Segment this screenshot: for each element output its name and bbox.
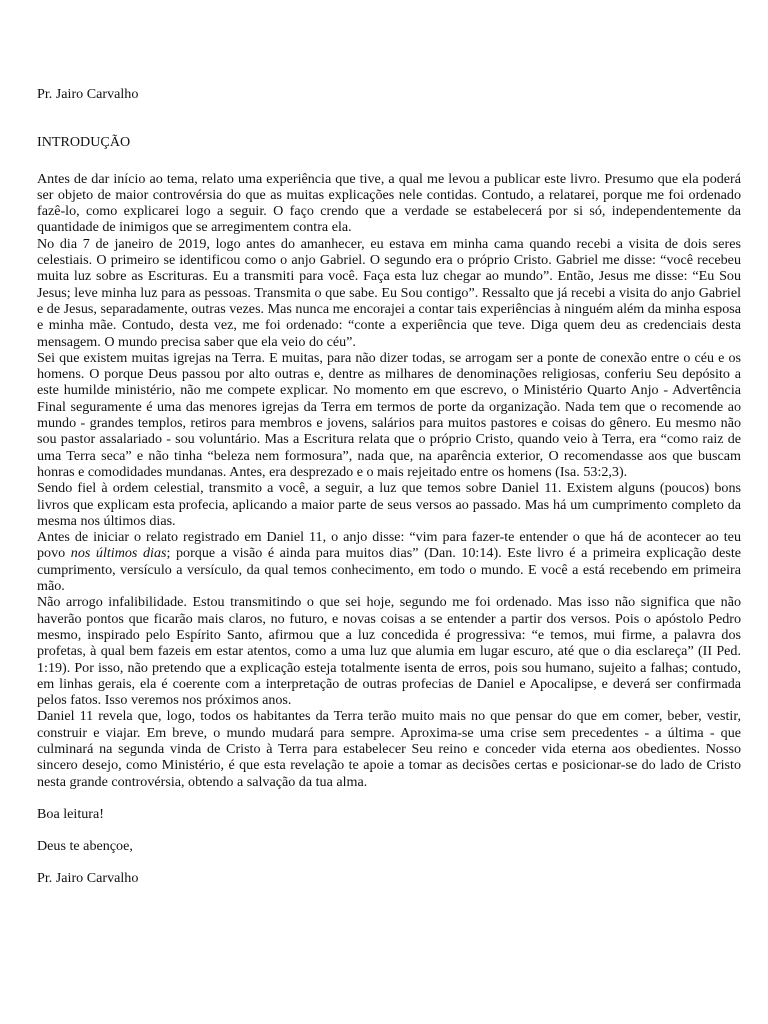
paragraph: Antes de dar início ao tema, relato uma experiência que tive, a qual me levou a publicar este livro. Presumo que ela poderá ser objeto de maior controvérsia do que as muitas explicações nele contidas. Contudo, a relatarei, porque me foi ordenado fazê-lo, como explicarei logo a seguir. O faço crendo que a verdade se estabelecerá por si só, independentemente da quantidade de inimigos que se arregimentem contra ela.	[37, 170, 741, 236]
paragraph: Sei que existem muitas igrejas na Terra. E muitas, para não dizer todas, se arrogam ser a ponte de conexão entre o céu e os homens. O porque Deus passou por alto outras e, dentre as milhares de denominações religiosas, conferiu Seu depósito a este humilde ministério, não me compete explicar. No momento em que escrevo, o Ministério Quarto Anjo - Advertência Final seguramente é uma das menores igrejas da Terra em termos de porte da organização. Nada tem que o recomende ao mundo - grandes templos, retiros para membros e jovens, salários para muitos pastores e coisas do gênero. Eu mesmo não sou pastor assalariado - sou voluntário. Mas a Escritura relata que o próprio Cristo, quando veio à Terra, era “como raiz de uma Terra seca” e não tinha “beleza nem formosura”, nada que, na aparência exterior, O recomendasse aos que buscam honras e comodidades mundanas. Antes, era desprezado e o mais rejeitado entre os homens (Isa. 53:2,3).	[37, 349, 741, 480]
author-name-top: Pr. Jairo Carvalho	[37, 86, 139, 102]
paragraph: Daniel 11 revela que, logo, todos os habitantes da Terra terão muito mais no que pensar do que em comer, beber, vestir, construir e viajar. Em breve, o mundo mudará para sempre. Aproxima-se uma crise sem precedentes - a última - que culminará na segunda vinda de Cristo à Terra para estabelecer Seu reino e conceder vida eterna aos obedientes. Nosso sincero desejo, como Ministério, é que esta revelação te apoie a tomar as decisões certas e posicionar-se do lado de Cristo nesta grande controvérsia, obtendo a salvação da tua alma.	[37, 708, 741, 790]
paragraph-text: ; porque a visão é ainda para muitos dias” (Dan. 10:14). Este livro é a primeira explicação deste cumprimento, versículo a versículo, da qual temos conhecimento, em todo o mundo. E você a está recebendo em primeira mão.	[37, 545, 742, 595]
paragraph: Não arrogo infalibilidade. Estou transmitindo o que sei hoje, segundo me foi ordenado. Mas isso não significa que não haverão pontos que ficarão mais claros, no futuro, e novas coisas a se entender a partir dos versos. Pois o apóstolo Pedro mesmo, inspirado pelo Espírito Santo, afirmou que a luz concedida é progressiva: “e temos, mui firme, a palavra dos profetas, à qual bem fazeis em estar atentos, como a uma luz que alumia em lugar escuro, até que o dia esclareça” (II Ped. 1:19). Por isso, não pretendo que a explicação esteja totalmente isenta de erros, pois sou humano, sujeito a falhas; contudo, em linhas gerais, ela é coerente com a interpretação de outras profecias de Daniel e Apocalipse, e deverá ser confirmada pelos fatos. Isso veremos nos próximos anos.	[37, 594, 741, 709]
section-heading: INTRODUÇÃO	[37, 134, 131, 151]
paragraph-with-emphasis	[37, 529, 741, 594]
closing-greeting: Boa leitura!	[37, 805, 104, 822]
paragraph: Sendo fiel à ordem celestial, transmito a você, a seguir, a luz que temos sobre Daniel 11. Existem alguns (poucos) bons livros que explicam esta profecia, aplicando a maior parte de seus versos ao passado. Mas há um cumprimento completo da mesma nos últimos dias.	[37, 480, 741, 529]
paragraph: No dia 7 de janeiro de 2019, logo antes do amanhecer, eu estava em minha cama quando recebi a visita de dois seres celestiais. O primeiro se identificou como o anjo Gabriel. O segundo era o próprio Cristo. Gabriel me disse: “você recebeu muita luz sobre as Escrituras. Eu a transmiti para você. Faça esta luz chegar ao mundo”. Então, Jesus me disse: “Eu Sou Jesus; leve minha luz para as pessoas. Transmita o que sabe. Eu Sou contigo”. Ressalto que já recebi a visita do anjo Gabriel e de Jesus, separadamente, outras vezes. Mas nunca me encorajei a contar tais experiências à ninguém além da minha esposa e minha mãe. Contudo, desta vez, me foi ordenado: “conte a experiência que teve. Diga quem deu as credenciais desta mensagem. O mundo precisa saber que ela veio do céu”.	[37, 235, 741, 350]
emphasis-text: nos últimos dias	[70, 545, 167, 562]
closing-blessing: Deus te abençoe,	[37, 838, 133, 855]
paragraph-text: Antes de iniciar o relato registrado em Daniel 11, o anjo disse: “vim para fazer-te entender o que há de acontecer ao teu povo	[37, 529, 741, 562]
document-page	[37, 86, 741, 887]
closing-signature: Pr. Jairo Carvalho	[37, 870, 139, 887]
